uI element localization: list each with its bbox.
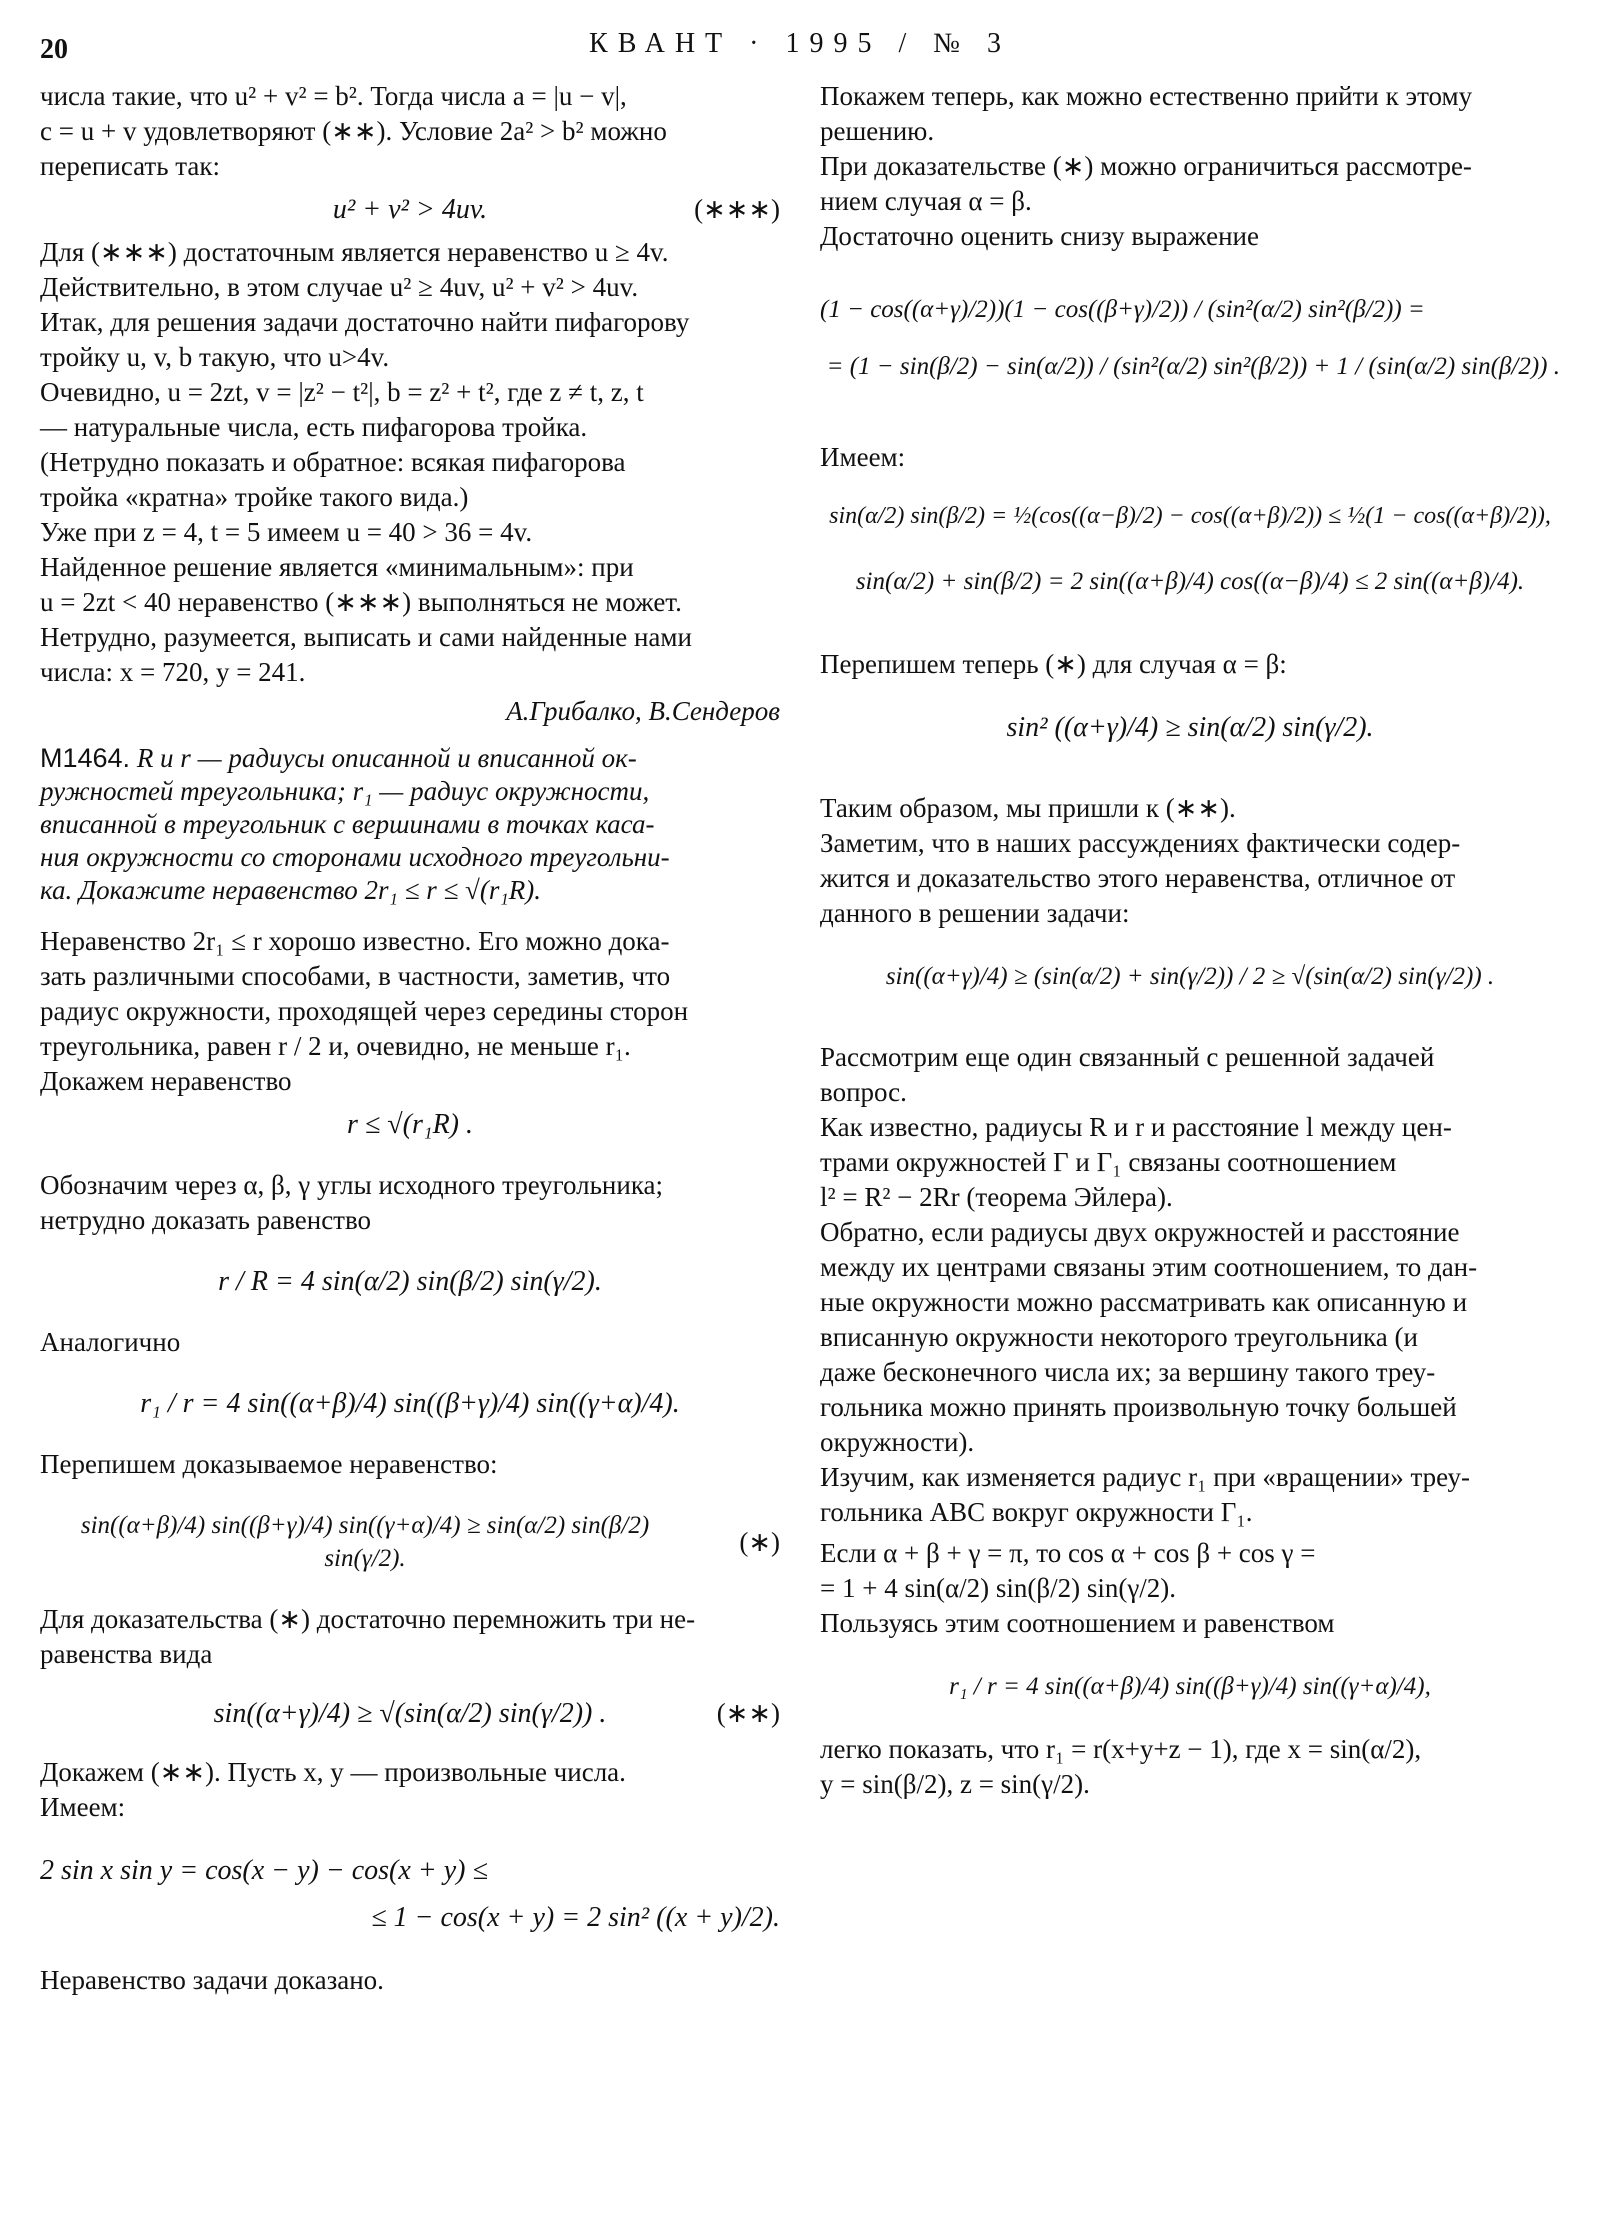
formula: r₁ / r = 4 sin((α+β)/4) sin((β+γ)/4) sin((γ+α)/4),: [949, 1673, 1431, 1700]
text-line: нием случая α = β.: [820, 186, 1032, 216]
text-line: Аналогично: [40, 1327, 181, 1357]
text-line: Имеем:: [820, 442, 906, 472]
formula: (1 − cos((α+γ)/2))(1 − cos((β+γ)/2)) / (sin²(α/2) sin²(β/2)) =: [820, 296, 1425, 323]
text-line: Неравенство 2r₁ ≤ r хорошо известно. Его можно дока-: [40, 926, 670, 956]
page-number: 20: [40, 34, 68, 65]
text-line: Уже при z = 4, t = 5 имеем u = 40 > 36 = 4v.: [40, 517, 533, 547]
text-line: Изучим, как изменяется радиус r₁ при «вращении» треу-: [820, 1462, 1470, 1492]
text-line: треугольника, равен r / 2 и, очевидно, не меньше r₁.: [40, 1031, 631, 1061]
formula-tag: (∗): [739, 1526, 780, 1557]
text-line: между их центрами связаны этим соотношением, то дан-: [820, 1252, 1478, 1282]
text-line: Пользуясь этим соотношением и равенством: [820, 1608, 1335, 1638]
text-line: Достаточно оценить снизу выражение: [820, 221, 1259, 251]
formula: sin((α+γ)/4) ≥ √(sin(α/2) sin(γ/2)) .: [213, 1698, 607, 1729]
text-line: переписать так:: [40, 151, 221, 181]
text-line: Действительно, в этом случае u² ≥ 4uv, u² + v² > 4uv.: [40, 272, 639, 302]
formula-tag: (∗∗): [716, 1698, 780, 1728]
text-line: Перепишем доказываемое неравенство:: [40, 1449, 498, 1479]
text-line: Как известно, радиусы R и r и расстояние l между цен-: [820, 1112, 1452, 1142]
text-line: данного в решении задачи:: [820, 898, 1130, 928]
text-line: Покажем теперь, как можно естественно прийти к этому: [820, 81, 1473, 111]
text-line: окружности).: [820, 1427, 975, 1457]
text-line: Очевидно, u = 2zt, v = |z² − t²|, b = z² + t², где z ≠ t, z, t: [40, 377, 644, 407]
text-line: Имеем:: [40, 1792, 126, 1822]
text-line: жится и доказательство этого неравенства, отличное от: [820, 863, 1456, 893]
text-line: Найденное решение является «минимальным»: при: [40, 552, 634, 582]
formula: r / R = 4 sin(α/2) sin(β/2) sin(γ/2).: [218, 1266, 602, 1297]
text-line: u = 2zt < 40 неравенство (∗∗∗) выполняться не может.: [40, 587, 682, 617]
text-line: Итак, для решения задачи достаточно найти пифагорову: [40, 307, 690, 337]
text-line: тройку u, v, b такую, что u>4v.: [40, 342, 390, 372]
text-line: Обозначим через α, β, γ углы исходного треугольника;: [40, 1170, 664, 1200]
problem-line: ния окружности со сторонами исходного треугольни-: [40, 842, 670, 872]
problem-line: вписанной в треугольник с вершинами в точках каса-: [40, 809, 655, 839]
text-line: Рассмотрим еще один связанный с решенной задачей: [820, 1042, 1435, 1072]
text-line: — натуральные числа, есть пифагорова тройка.: [40, 412, 588, 442]
formula: r ≤ √(r₁R) .: [346, 1109, 473, 1140]
formula: sin(α/2) sin(β/2) = ½(cos((α−β)/2) − cos((α+β)/2)) ≤ ½(1 − cos((α+β)/2)),: [829, 503, 1551, 529]
text-line: зать различными способами, в частности, заметив, что: [40, 961, 671, 991]
text-line: Таким образом, мы пришли к (∗∗).: [820, 793, 1236, 823]
formula-row: [40, 193, 780, 226]
text-line: равенства вида: [40, 1639, 213, 1669]
text-line: l² = R² − 2Rr (теорема Эйлера).: [820, 1182, 1173, 1212]
formula-row: [40, 1509, 780, 1575]
text-line: Неравенство задачи доказано.: [40, 1965, 384, 1995]
text-line: Для (∗∗∗) достаточным является неравенство u ≥ 4v.: [40, 237, 669, 267]
text-line: вписанную окружности некоторого треугольника (и: [820, 1322, 1418, 1352]
text-line: трами окружностей Γ и Γ₁ связаны соотношением: [820, 1147, 1397, 1177]
text-line: Нетрудно, разумеется, выписать и сами найденные нами: [40, 622, 692, 652]
formula: = (1 − sin(β/2) − sin(α/2)) / (sin²(α/2) sin²(β/2)) + 1 / (sin(α/2) sin(β/2)) .: [826, 353, 1560, 380]
text-line: Если α + β + γ = π, то cos α + cos β + cos γ =: [820, 1538, 1316, 1568]
text-line: Перепишем теперь (∗) для случая α = β:: [820, 649, 1287, 679]
text-line: радиус окружности, проходящей через середины сторон: [40, 996, 689, 1026]
text-line: Заметим, что в наших рассуждениях фактически содер-: [820, 828, 1461, 858]
formula-row: [40, 1697, 780, 1730]
formula: sin² ((α+γ)/4) ≥ sin(α/2) sin(γ/2).: [1006, 712, 1374, 743]
problem-statement: [40, 742, 780, 907]
author-signature: А.Грибалко, В.Сендеров: [506, 696, 780, 726]
formula: r₁ / r = 4 sin((α+β)/4) sin((β+γ)/4) sin((γ+α)/4).: [140, 1388, 680, 1419]
formula-tag: (∗∗∗): [694, 194, 780, 224]
text-line: Докажем (∗∗). Пусть x, y — произвольные числа.: [40, 1757, 626, 1787]
formula: sin(α/2) + sin(β/2) = 2 sin((α+β)/4) cos((α−β)/4) ≤ 2 sin((α+β)/4).: [855, 568, 1525, 595]
formula: sin((α+β)/4) sin((β+γ)/4) sin((γ+α)/4) ≥ sin(α/2) sin(β/2) sin(γ/2).: [80, 1512, 650, 1572]
text-line: гольника ABC вокруг окружности Γ₁.: [820, 1497, 1253, 1527]
text-line: = 1 + 4 sin(α/2) sin(β/2) sin(γ/2).: [820, 1573, 1176, 1603]
text-line: Для доказательства (∗) достаточно перемножить три не-: [40, 1604, 696, 1634]
formula: u² + v² > 4uv.: [332, 194, 488, 225]
text-line: числа такие, что u² + v² = b². Тогда числа a = |u − v|,: [40, 81, 627, 111]
formula: sin((α+γ)/4) ≥ (sin(α/2) + sin(γ/2)) / 2 ≥ √(sin(α/2) sin(γ/2)) .: [885, 963, 1495, 990]
text-line: тройка «кратна» тройке такого вида.): [40, 482, 469, 512]
text-line: При доказательстве (∗) можно ограничиться рассмотре-: [820, 151, 1472, 181]
text-line: даже бесконечного числа их; за вершину такого треу-: [820, 1357, 1436, 1387]
formula: 2 sin x sin y = cos(x − y) − cos(x + y) ≤: [40, 1855, 488, 1886]
text-line: (Нетрудно показать и обратное: всякая пифагорова: [40, 447, 626, 477]
problem-id: М1464.: [40, 743, 131, 773]
running-title: КВАНТ · 1995 / № 3: [589, 28, 1011, 59]
text-line: гольника можно принять произвольную точку большей: [820, 1392, 1457, 1422]
left-column: [40, 80, 780, 1999]
problem-line: R и r — радиусы описанной и вписанной ок-: [130, 743, 637, 773]
problem-line: ка. Докажите неравенство 2r₁ ≤ r ≤ √(r₁R).: [40, 875, 541, 905]
text-line: решению.: [820, 116, 935, 146]
text-line: c = u + v удовлетворяют (∗∗). Условие 2a² > b² можно: [40, 116, 667, 146]
text-line: y = sin(β/2), z = sin(γ/2).: [820, 1769, 1090, 1799]
text-line: легко показать, что r₁ = r(x+y+z − 1), где x = sin(α/2),: [820, 1734, 1422, 1764]
right-column: [820, 80, 1560, 1803]
text-line: числа: x = 720, y = 241.: [40, 657, 306, 687]
text-line: Обратно, если радиусы двух окружностей и расстояние: [820, 1217, 1460, 1247]
text-line: нетрудно доказать равенство: [40, 1205, 372, 1235]
text-line: вопрос.: [820, 1077, 907, 1107]
formula: ≤ 1 − cos(x + y) = 2 sin² ((x + y)/2).: [371, 1902, 780, 1933]
text-line: ные окружности можно рассматривать как описанную и: [820, 1287, 1468, 1317]
text-line: Докажем неравенство: [40, 1066, 292, 1096]
problem-line: ружностей треугольника; r₁ — радиус окружности,: [40, 776, 650, 806]
